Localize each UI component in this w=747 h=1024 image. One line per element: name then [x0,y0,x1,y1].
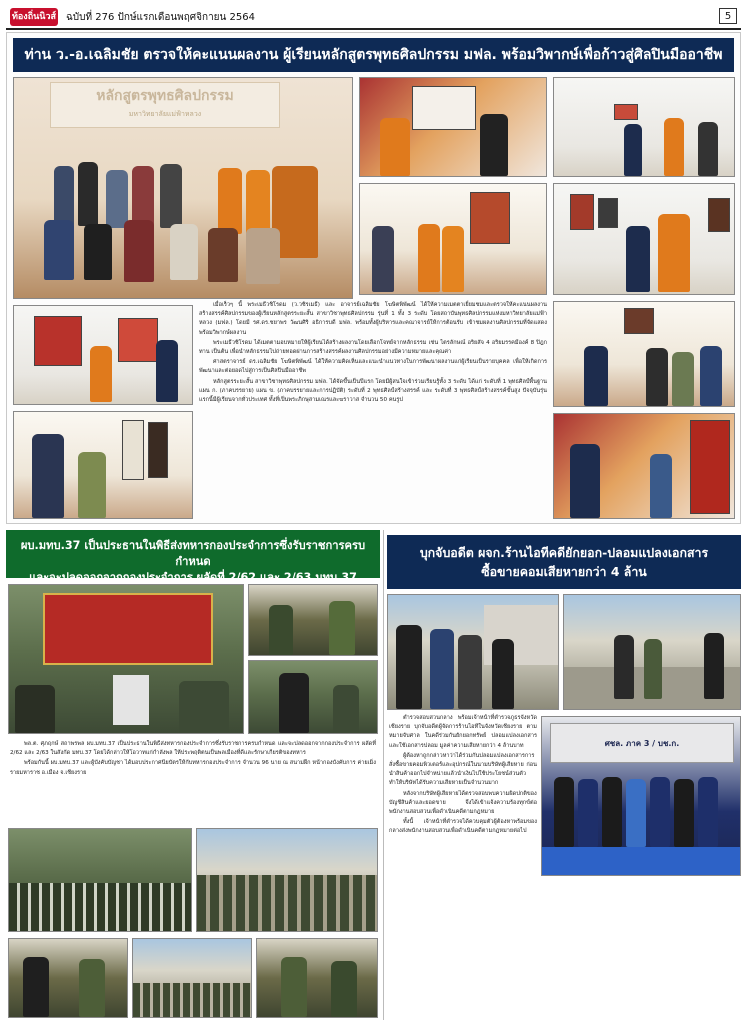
troops-rows [197,875,378,932]
person-figure [480,114,508,176]
suspect-figure [626,779,646,847]
military-article-paragraph: พร้อมกันนี้ ผบ.มทบ.37 และผู้บังคับบัญชา ได้มอบประกาศนียบัตรให้กับทหารกองประจำการ จำนวน 96 นาย ณ สนามฝึก หน้ากองบังคับการ ค่ายเม็งรายมหาราช อ.เมือง จ.เชียงราย [10,760,376,776]
press-backdrop: ศชล. ภาค 3 / บช.ก. [550,723,734,763]
person-figure [584,346,608,406]
soldier-figure [79,959,105,1017]
newspaper-logo: ท้องถิ่นนิวส์ [10,8,58,26]
commander-figure [23,957,49,1017]
monk-figure [442,226,464,292]
person-figure [170,224,198,280]
person-figure [624,124,642,176]
wall-artwork [614,104,638,120]
arrest-headline-line-2: ซื้อขายคอมเสียหายกว่า 4 ล้าน [481,564,647,579]
photo-monk-reviewing-art [553,183,735,295]
photo-monk-at-red-painting [13,305,193,405]
top-article-paragraph: พระเมธีวชิโรดม ได้เมตตามอบหมายให้ผู้เรียนได้สร้างผลงานโดยเลือกโจทย์จากหลักธรรม เช่น ไตรลักษณ์ อริยสัจ 4 อริยมรรคมีองค์ 8 ปิฎกทาน เป็นต้น เพื่อนำหลักธรรมไปถ่ายทอดผ่านการสร้างสรรค์ผลงานศิลปกรรมอย่างมีความหมายและคุณค่า [199,339,547,356]
wall-artwork [624,308,654,334]
officer-figure [674,779,694,847]
wall-artwork [118,318,158,362]
officer-figure [458,635,482,709]
photo-field-lineup [132,938,252,1018]
commander-figure [279,673,309,733]
military-headline-line-1: ผบ.มทบ.37 เป็นประธานในพิธีส่งทหารกองประจำการซึ่งรับราชการครบกำหนด [20,539,366,568]
arrest-article-paragraph: ผู้ต้องหาถูกกล่าวหาว่าได้ร่วมกันปลอมแปลงเอกสารการสั่งซื้อขายคอมพิวเตอร์และอุปกรณ์ในนามบริษัทผู้เสียหาย ก่อนนำสินค้าออกไปจำหน่ายแล้วนำเงินไปใช้ประโยชน์ส่วนตัว ทำให้บริษัทได้รับความเสียหายเป็นจำนวนมาก [389,752,537,787]
military-article [6,530,380,1020]
arrest-headline-line-1: บุกจับอดีต ผจก.ร้านไอทีคดียักยอก-ปลอมแปลงเอกสาร [419,545,709,560]
column-divider [383,530,384,1020]
officer-figure [396,625,422,709]
officer-figure [602,777,622,847]
photo-artist-discussion [13,411,193,519]
monk-figure [380,118,410,176]
wall-artwork [470,192,510,244]
person-figure [106,170,128,228]
officer-figure [704,633,724,699]
wall-artwork [690,420,730,514]
officer-figure [554,777,574,847]
wall-artwork [122,420,144,480]
monk-figure [658,214,690,292]
photo-troops-formation [8,828,192,932]
monk-figure [246,170,270,234]
header-rule [6,28,741,30]
wall-artwork [148,422,168,478]
course-banner-title: หลักสูตรพุทธศิลปกรรม [96,88,234,104]
photo-group-viewing [553,301,735,407]
person-figure [672,352,694,406]
photo-ceremony-stage [8,584,244,734]
top-article-paragraph: เมื่อเร็วๆ นี้ พระเมธีวชิโรดม (ว.วชิรเมธี) และ อาจารย์เฉลิมชัย โฆษิตพิพัฒน์ ได้ให้ความเมตตาเยี่ยมชมและตรวจให้คะแนนผลงานสร้างสรรค์ศิลปกรรมของผู้เรียนหลักสูตรระยะสั้น สาขาวิชาพุทธศิลปกรรม รุ่นที่ 1 ทั้ง 3 ระดับ โดยสถาบันพุทธศิลปกรรมแห่งมหาวิทยาลัยแม่ฟ้าหลวง (มฟล.) โดยมี รศ.ดร.ชยาพร วัฒนศิริ อธิการบดี มฟล. พร้อมทั้งผู้บริหารและคณาจารย์ให้การต้อนรับ เข้าชมผลงานศิลปกรรมที่จัดแสดงพร้อมวิพากษ์ผลงาน [199,302,547,336]
person-figure [700,346,722,406]
photo-officer-greeting [8,938,128,1018]
troops-rows [9,883,192,932]
monk-figure [90,346,112,402]
soldier-figure [15,685,55,733]
photo-street-arrest [563,594,741,710]
person-figure [372,226,394,292]
person-figure [626,226,650,292]
photo-certificate-handover [248,584,378,656]
top-article-paragraph: หลักสูตรระยะสั้น สาขาวิชาพุทธศิลปกรรม มฟล. ได้จัดขึ้นเป็นปีแรก โดยมีผู้สนใจเข้าร่วมเรียนรู้ทั้ง 3 ระดับ ได้แก่ ระดับที่ 1 พุทธศิลป์พื้นฐาน แผน ก. (ภาคบรรยาย) แผน ข. (ภาคบรรยายและการปฏิบัติ) ระดับที่ 2 พุทธศิลป์สร้างสรรค์ และ ระดับที่ 3 พุทธศิลป์สร้างสรรค์ขั้นสูง ปัจจุบันรุ่นแรกนี้มีผู้เรียนจากทั่วประเทศ ทั้งที่เป็นพระภิกษุสามเณรและฆราวาส จำนวน 50 คนรูป [199,378,547,404]
top-article-paragraph: ศาสตราจารย์ ดร.เฉลิมชัย โฆษิตพิพัฒน์ ได้ให้ความคิดเห็นและแนะนำแนวทางในการพัฒนาผลงานแก่ผู้เรียนเป็นรายบุคคล เพื่อให้เกิดการพัฒนาและต่อยอดไปสู่การเป็นศิลปินมืออาชีพ [199,359,547,375]
person-figure [78,162,98,226]
military-article-paragraph: พล.ต. ศุภฤกษ์ สถาพรพล ผบ.มทบ.37 เป็นประธานในพิธีส่งทหารกองประจำการซึ่งรับราชการครบกำหนด และจะปลดออกจากกองประจำการ ผลัดที่ 2/62 และ 2/63 ในสังกัด มทบ.37 โดยได้กล่าวให้โอวาทแก่กำลังพล ให้ประพฤติตนเป็นพลเมืองที่ดีและรักษาเกียรติของทหาร [10,741,376,757]
officer-figure [698,777,718,847]
arrest-article-paragraph: หลังจากบริษัทผู้เสียหายได้ตรวจสอบพบความผิดปกติของบัญชีสินค้าและยอดขาย จึงได้เข้าแจ้งความร้องทุกข์ต่อพนักงานสอบสวนเพื่อดำเนินคดีตามกฎหมาย [389,790,537,816]
soldier-figure [329,601,355,655]
military-article-headline [6,530,380,584]
issue-line: ฉบับที่ 276 ปักษ์แรกเดือนพฤศจิกายน 2564 [66,12,256,23]
person-figure [132,166,154,228]
page-number: 5 [719,8,737,24]
photo-press-conference [541,716,741,876]
wall-artwork [708,198,730,232]
wall-artwork [598,198,618,228]
photo-token-presentation [256,938,378,1018]
officer-figure [578,779,598,847]
evidence-table [542,847,741,876]
person-figure [208,228,238,282]
wall-artwork [570,194,594,230]
photo-commander-speech [248,660,378,734]
arrest-article-body [389,714,537,1014]
person-figure [698,122,718,176]
soldier-figure [179,681,229,733]
soldier-figure [333,685,359,733]
person-figure [44,220,74,280]
soldier-figure [331,961,357,1017]
top-article-body [199,301,547,519]
suspect-figure [430,629,454,709]
course-banner [50,82,280,128]
person-figure [84,224,112,280]
officer-figure [644,639,662,699]
officer-figure [614,635,634,699]
person-figure [156,340,178,402]
photo-gallery-visit [553,77,735,177]
person-figure [246,228,280,284]
monk-figure [664,118,684,176]
military-headline-line-2: และจะปลดออกจากกองประจำการ ผลัดที่ 2/62 และ 2/63 มทบ.37 [29,571,357,584]
arrest-article [387,530,741,1020]
wall-artwork [34,316,82,366]
soldier-figure [281,957,307,1017]
monk-figure [418,224,440,292]
photo-artist-presenting [553,413,735,519]
photo-parade-ground [196,828,378,932]
photo-monk-with-painting [359,77,547,177]
arrest-article-paragraph: ตำรวจสอบสวนกลาง พร้อมเจ้าหน้าที่ตำรวจภูธรจังหวัดเชียงราย บุกจับอดีตผู้จัดการร้านไอทีในจังหวัดเชียงราย ตามหมายจับศาล ในคดีร่วมกันยักยอกทรัพย์ ปลอมแปลงเอกสาร และใช้เอกสารปลอม มูลค่าความเสียหายกว่า 4 ล้านบาท [389,715,537,749]
person-figure [646,348,668,406]
person-figure [78,452,106,518]
person-figure [124,220,154,282]
troops-rows [133,983,252,1018]
person-figure [570,444,600,518]
military-article-body [10,740,376,824]
ceremony-backdrop [43,593,213,665]
photo-arrest-scene [387,594,559,710]
person-figure [650,454,672,518]
photo-exhibition-hall [359,183,547,295]
person-figure [32,434,64,518]
arrest-article-paragraph: ทั้งนี้ เจ้าหน้าที่ตำรวจได้ควบคุมตัวผู้ต้องหาพร้อมของกลางส่งพนักงานสอบสวนเพื่อดำเนินคดีตามกฎหมายต่อไป [389,819,537,835]
page-masthead [6,6,741,28]
person-figure [54,166,74,226]
top-article [6,32,741,524]
officer-figure [492,639,514,709]
person-figure [160,164,182,228]
podium [113,675,149,725]
group-photo [13,77,353,299]
course-banner-subtitle: มหาวิทยาลัยแม่ฟ้าหลวง [128,110,202,118]
officer-figure [650,777,670,847]
canvas-artwork [412,86,476,130]
arrest-article-body-continued [541,880,741,1014]
monk-figure [218,168,242,234]
soldier-figure [269,605,293,655]
top-article-headline: ท่าน ว.-อ.เฉลิมชัย ตรวจให้คะแนนผลงาน ผู้เรียนหลักสูตรพุทธศิลปกรรม มฟล. พร้อมวิพากษ์เพื่อก้าวสู่ศิลปินมืออาชีพ [13,38,734,72]
arrest-article-headline [387,535,741,589]
